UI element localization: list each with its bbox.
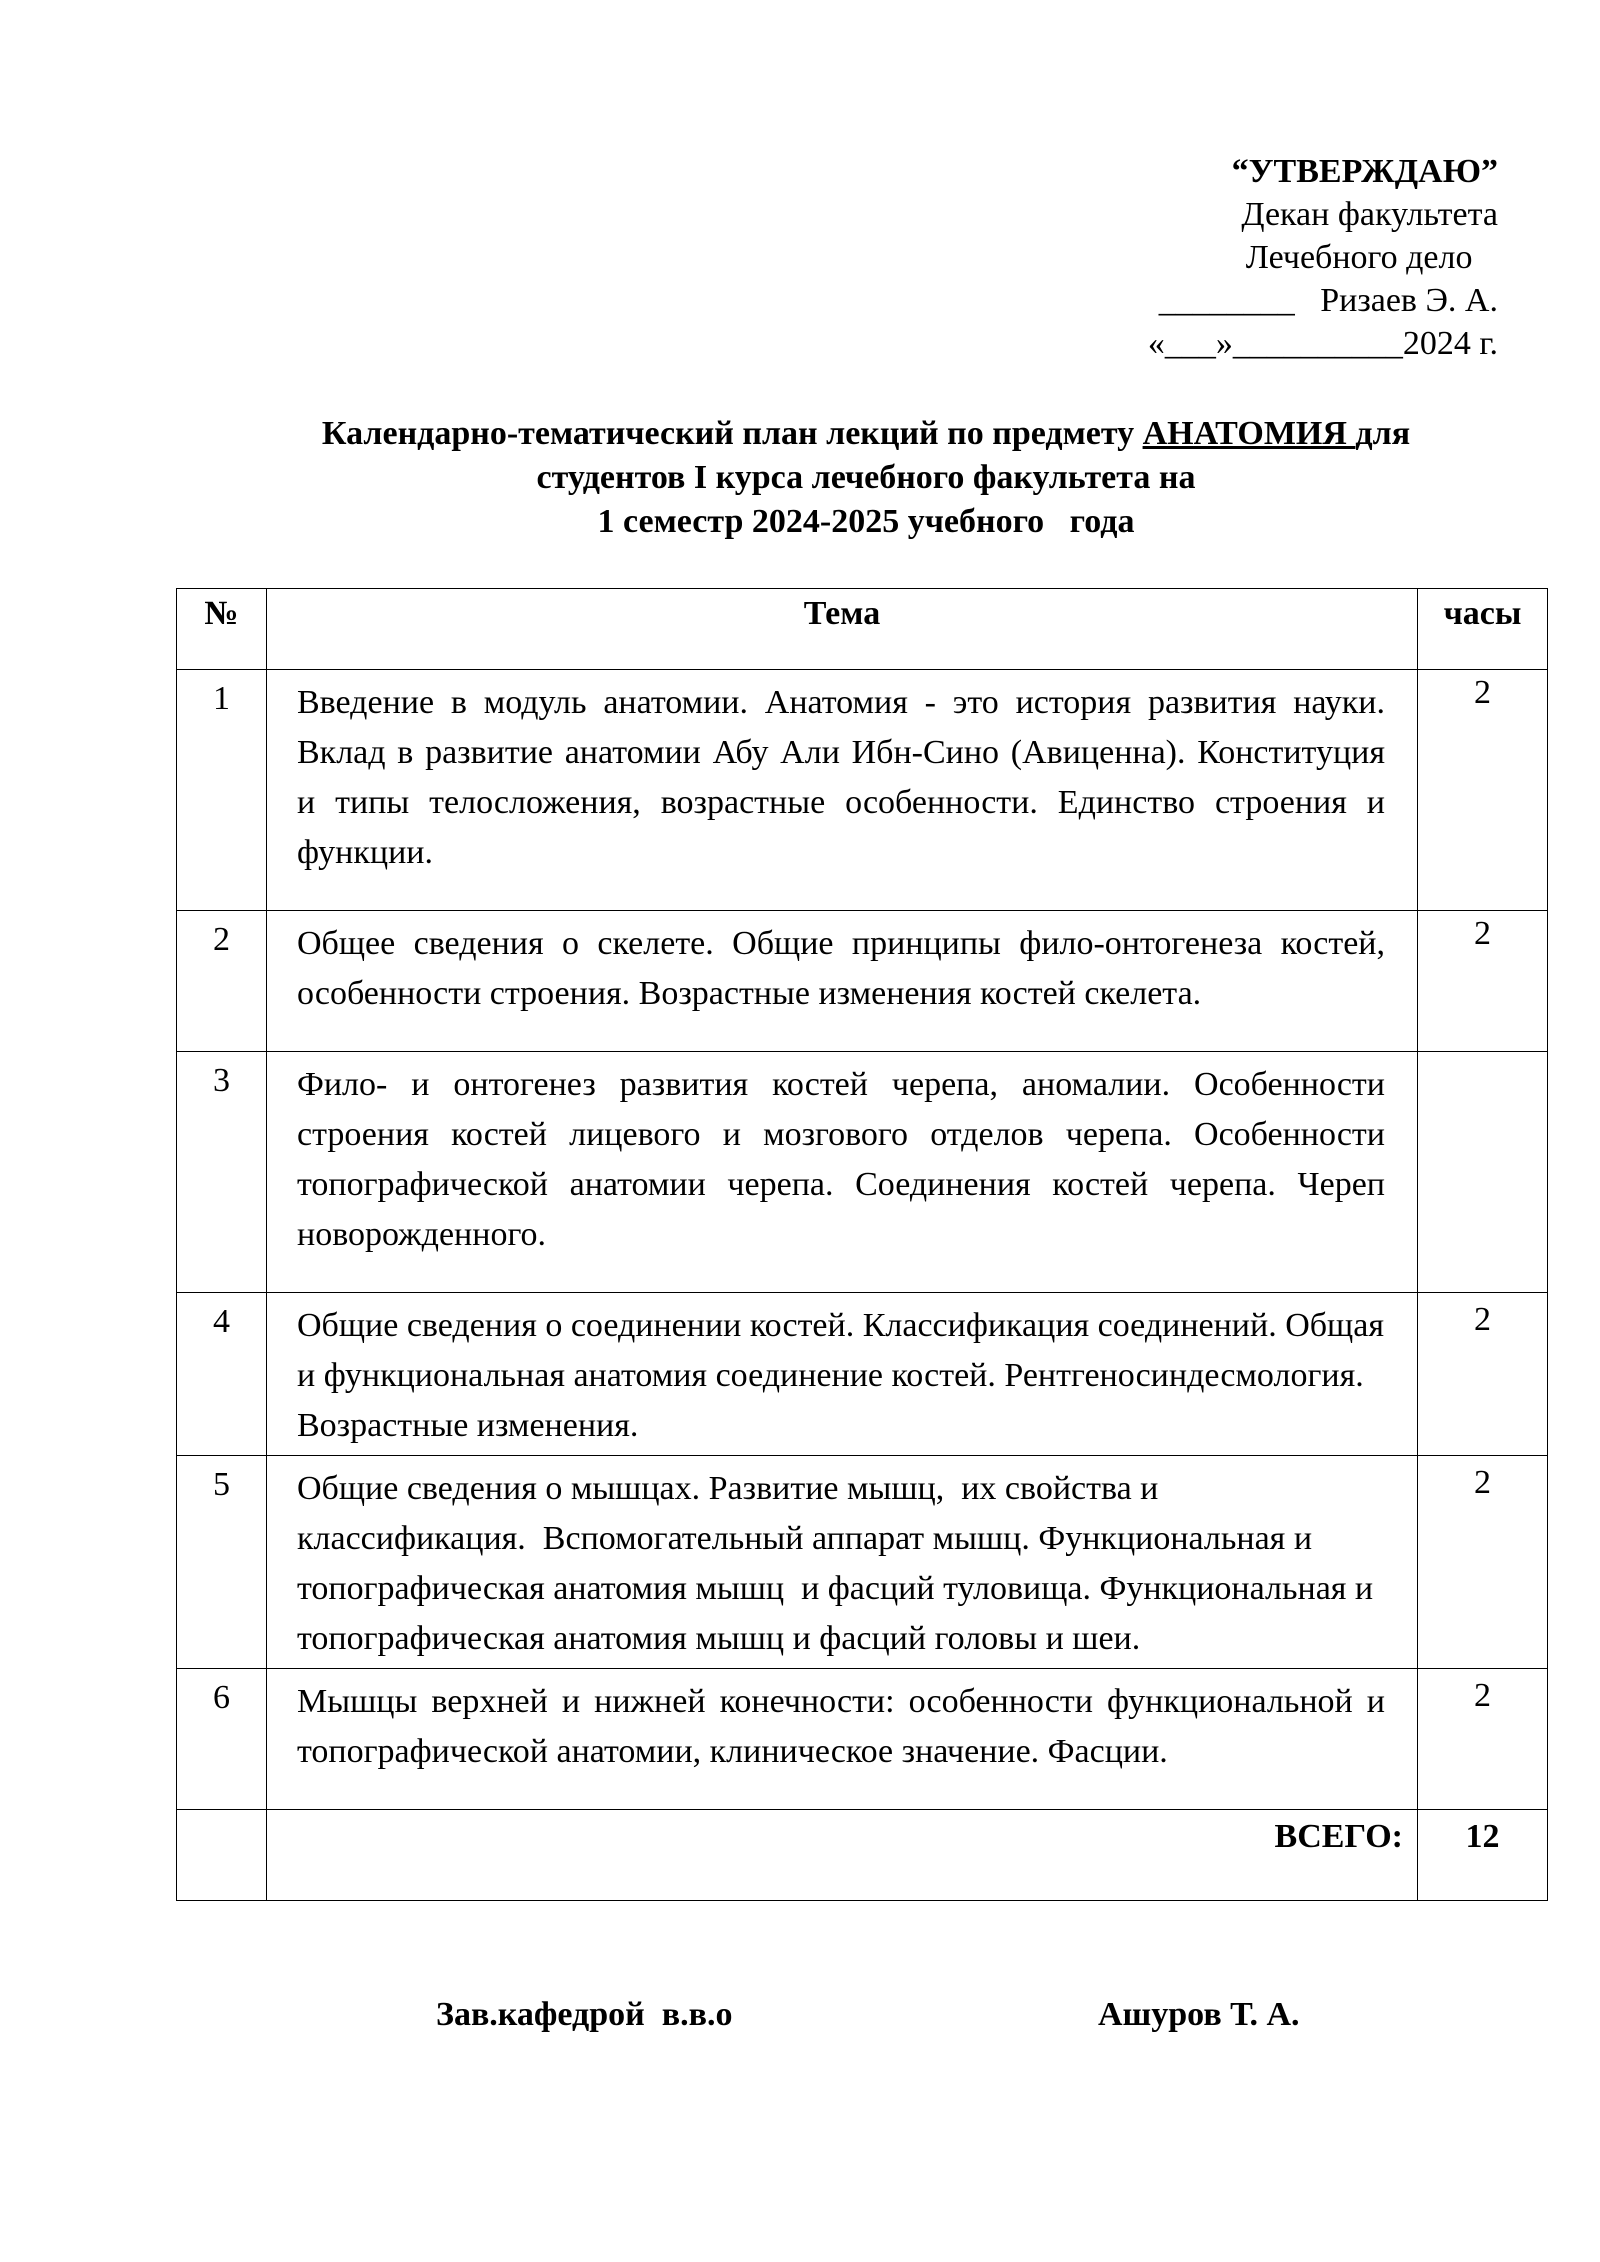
title-line-3: 1 семестр 2024-2025 учебного года	[597, 503, 1135, 540]
approval-signature-line: ________ Ризаев Э. А.	[1158, 282, 1498, 319]
header-hours: часы	[1418, 589, 1548, 670]
title-part-1: Календарно-тематический план лекций по предмету	[321, 415, 1143, 452]
row-hours: 2	[1418, 1669, 1548, 1810]
table-row	[177, 911, 1548, 1052]
table-total-row	[177, 1810, 1548, 1901]
row-hours: 2	[1418, 911, 1548, 1052]
row-topic: Фило- и онтогенез развития костей черепа, аномалии. Особенности строения костей лицевого и мозгового отделов черепа. Особенности топографической анатомии черепа. Соединения костей черепа. Череп новорожденного.	[267, 1052, 1418, 1293]
row-number: 2	[177, 911, 267, 1052]
total-label: ВСЕГО:	[267, 1810, 1418, 1901]
row-topic: Общее сведения о скелете. Общие принципы фило-онтогенеза костей, особенности строения. Возрастные изменения костей скелета.	[267, 911, 1418, 1052]
row-number: 5	[177, 1456, 267, 1669]
approval-faculty-line: Лечебного дело	[1245, 239, 1498, 276]
row-hours: 2	[1418, 670, 1548, 911]
row-topic: Общие сведения о мышцах. Развитие мышц, их свойства и классификация. Вспомогательный аппарат мышц. Функциональная и топографическая анатомия мышц и фасций туловища. Функциональная и топографическая анатомия мышц и фасций головы и шеи.	[267, 1456, 1418, 1669]
table-row	[177, 1669, 1548, 1810]
row-number: 3	[177, 1052, 267, 1293]
title-line-2: студентов I курса лечебного факультета на	[536, 459, 1196, 496]
total-empty-cell	[177, 1810, 267, 1901]
table-row	[177, 1293, 1548, 1456]
row-hours	[1418, 1052, 1548, 1293]
row-hours: 2	[1418, 1456, 1548, 1669]
title-part-2: для	[1355, 415, 1411, 452]
lecture-plan-table	[176, 588, 1548, 1901]
total-value: 12	[1418, 1810, 1548, 1901]
row-topic: Общие сведения о соединении костей. Классификация соединений. Общая и функциональная анатомия соединение костей. Рентгеносиндесмология. Возрастные изменения.	[267, 1293, 1418, 1456]
row-topic: Введение в модуль анатомии. Анатомия - это история развития науки. Вклад в развитие анатомии Абу Али Ибн-Сино (Авиценна). Конституция и типы телосложения, возрастные особенности. Единство строения и функции.	[267, 670, 1418, 911]
row-hours: 2	[1418, 1293, 1548, 1456]
row-number: 6	[177, 1669, 267, 1810]
title-line-1	[176, 412, 1556, 456]
row-number: 4	[177, 1293, 267, 1456]
table-row	[177, 670, 1548, 911]
approval-block	[978, 150, 1498, 365]
footer-name: Ашуров Т. А.	[1098, 1996, 1300, 2033]
table-row	[177, 1456, 1548, 1669]
header-topic: Тема	[267, 589, 1418, 670]
document-title	[176, 412, 1556, 544]
table-row	[177, 1052, 1548, 1293]
approval-date-line: «___»__________2024 г.	[1147, 325, 1498, 362]
footer-position: Зав.кафедрой в.в.о	[436, 1996, 733, 2033]
row-topic: Мышцы верхней и нижней конечности: особенности функциональной и топографической анатомии, клиническое значение. Фасции.	[267, 1669, 1418, 1810]
header-number: №	[177, 589, 267, 670]
table-header-row	[177, 589, 1548, 670]
row-number: 1	[177, 670, 267, 911]
approval-dean-line: Декан факультета	[1241, 196, 1498, 233]
approval-heading: “УТВЕРЖДАЮ”	[1231, 153, 1498, 190]
title-subject: АНАТОМИЯ	[1142, 415, 1356, 452]
